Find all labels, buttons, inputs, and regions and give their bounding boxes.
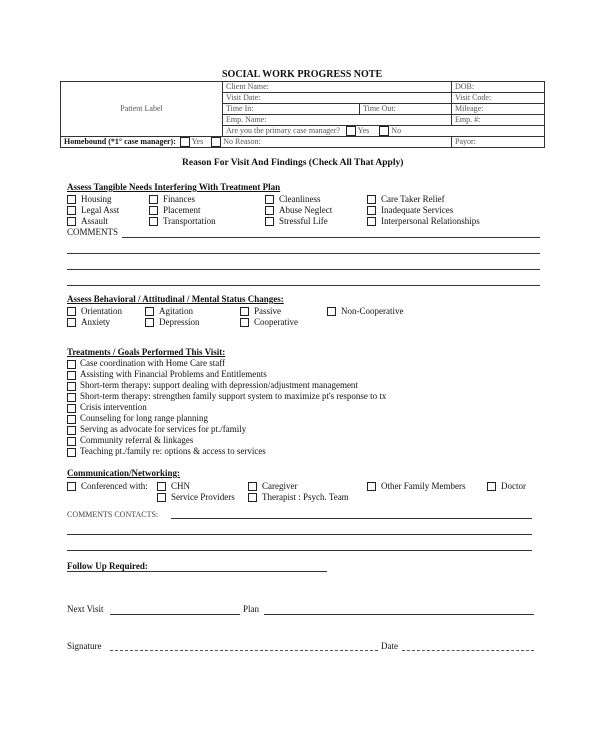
legal-asst-checkbox[interactable]: [67, 206, 76, 215]
orientation-checkbox[interactable]: [67, 307, 76, 316]
conferenced-label: Conferenced with:: [81, 481, 148, 491]
treatment-label-3: Short-term therapy: support dealing with depression/adjustment management: [80, 380, 358, 390]
non-cooperative-label: Non-Cooperative: [341, 306, 404, 316]
comments-line-2[interactable]: [67, 253, 540, 254]
agitation-checkbox[interactable]: [145, 307, 154, 316]
inadequate-services-label: Inadequate Services: [381, 205, 454, 215]
housing-label: Housing: [81, 194, 112, 204]
chn-checkbox[interactable]: [157, 482, 166, 491]
tangible-comments-label: COMMENTS: [67, 227, 119, 237]
mileage-field[interactable]: Mileage:: [452, 104, 545, 115]
stressful-life-checkbox[interactable]: [265, 217, 274, 226]
comments-line-1[interactable]: [122, 237, 540, 238]
passive-checkbox[interactable]: [240, 307, 249, 316]
next-visit-label: Next Visit: [67, 604, 104, 614]
primary-yes-label: Yes: [357, 126, 370, 135]
caregiver-checkbox[interactable]: [248, 482, 257, 491]
emp-name-field[interactable]: Emp. Name:: [223, 115, 452, 126]
plan-line[interactable]: [264, 614, 534, 615]
homebound-label: Homebound (*1° case manager):: [64, 137, 176, 147]
abuse-neglect-label: Abuse Neglect: [279, 205, 333, 215]
treatment-label-4: Short-term therapy: strengthen family support system to maximize pt's response to tx: [80, 391, 387, 401]
treatment-checkbox-6[interactable]: [67, 415, 76, 424]
signature-label: Signature: [67, 641, 102, 651]
depression-label: Depression: [159, 317, 200, 327]
cooperative-checkbox[interactable]: [240, 318, 249, 327]
doctor-checkbox[interactable]: [487, 482, 496, 491]
primary-case-manager-row: [223, 126, 545, 137]
homebound-yes-label: Yes: [191, 137, 204, 147]
treatment-checkbox-2[interactable]: [67, 371, 76, 380]
primary-question: Are you the primary case manager?: [226, 126, 340, 135]
page-title: SOCIAL WORK PROGRESS NOTE: [222, 69, 383, 80]
time-out-field[interactable]: Time Out:: [360, 104, 452, 115]
signature-line[interactable]: [110, 650, 378, 651]
cooperative-label: Cooperative: [254, 317, 298, 327]
section-subtitle: Reason For Visit And Findings (Check All That Apply): [182, 158, 404, 168]
assault-label: Assault: [81, 216, 108, 226]
chn-label: CHN: [171, 481, 191, 491]
passive-label: Passive: [254, 306, 281, 316]
service-providers-label: Service Providers: [171, 492, 235, 502]
treatments-heading: Treatments / Goals Performed This Visit:: [67, 347, 226, 357]
placement-checkbox[interactable]: [149, 206, 158, 215]
therapist-checkbox[interactable]: [248, 493, 257, 502]
transportation-label: Transportation: [163, 216, 216, 226]
comments-line-3[interactable]: [67, 269, 540, 270]
treatment-label-7: Serving as advocate for services for pt./family: [80, 424, 247, 434]
followup-underline: [67, 571, 327, 572]
conferenced-checkbox[interactable]: [67, 482, 76, 491]
treatment-label-2: Assisting with Financial Problems and Entitlements: [80, 369, 267, 379]
treatment-checkbox-3[interactable]: [67, 382, 76, 391]
cleanliness-checkbox[interactable]: [265, 195, 274, 204]
primary-yes-checkbox[interactable]: [346, 126, 356, 136]
contacts-line-3[interactable]: [67, 550, 532, 551]
legal-asst-label: Legal Asst: [81, 205, 120, 215]
interpersonal-relationships-label: Interpersonal Relationships: [381, 216, 480, 226]
contacts-line-2[interactable]: [67, 534, 532, 535]
treatment-label-6: Counseling for long range planning: [80, 413, 208, 423]
dob-field[interactable]: DOB:: [452, 82, 545, 93]
behavioral-heading: Assess Behavioral / Attitudinal / Mental Status Changes:: [67, 294, 284, 304]
client-name-field[interactable]: Client Name:: [223, 82, 452, 93]
contacts-line-1[interactable]: [171, 518, 532, 519]
other-family-label: Other Family Members: [381, 481, 466, 491]
housing-checkbox[interactable]: [67, 195, 76, 204]
primary-no-checkbox[interactable]: [379, 126, 389, 136]
finances-label: Finances: [163, 194, 195, 204]
homebound-yes-checkbox[interactable]: [180, 137, 190, 147]
treatment-checkbox-4[interactable]: [67, 393, 76, 402]
orientation-label: Orientation: [81, 306, 122, 316]
treatment-label-1: Case coordination with Home Care staff: [80, 358, 226, 368]
tangible-heading: Assess Tangible Needs Interfering With Treatment Plan: [67, 182, 281, 192]
abuse-neglect-checkbox[interactable]: [265, 206, 274, 215]
interpersonal-relationships-checkbox[interactable]: [367, 217, 376, 226]
anxiety-label: Anxiety: [81, 317, 110, 327]
therapist-label: Therapist : Psych. Team: [262, 492, 349, 502]
doctor-label: Doctor: [501, 481, 526, 491]
emp-no-field[interactable]: Emp. #:: [452, 115, 545, 126]
next-visit-line[interactable]: [110, 614, 240, 615]
treatment-label-5: Crisis intervention: [80, 402, 147, 412]
care-taker-relief-checkbox[interactable]: [367, 195, 376, 204]
no-reason-label: No Reason:: [223, 137, 261, 147]
comments-line-4[interactable]: [67, 285, 540, 286]
other-family-checkbox[interactable]: [367, 482, 376, 491]
date-label: Date: [381, 641, 398, 651]
service-providers-checkbox[interactable]: [157, 493, 166, 502]
placement-label: Placement: [163, 205, 201, 215]
treatment-checkbox-1[interactable]: [67, 360, 76, 369]
finances-checkbox[interactable]: [149, 195, 158, 204]
primary-no-label: No: [391, 126, 402, 135]
assault-checkbox[interactable]: [67, 217, 76, 226]
treatment-label-8: Community referral & linkages: [80, 435, 194, 445]
homebound-row: [61, 137, 452, 148]
patient-label-cell: [61, 82, 223, 137]
caregiver-label: Caregiver: [262, 481, 298, 491]
plan-label: Plan: [243, 604, 260, 614]
care-taker-relief-label: Care Taker Relief: [381, 194, 445, 204]
transportation-checkbox[interactable]: [149, 217, 158, 226]
depression-checkbox[interactable]: [145, 318, 154, 327]
communication-heading: Communication/Networking:: [67, 468, 180, 478]
non-cooperative-checkbox[interactable]: [327, 307, 336, 316]
stressful-life-label: Stressful Life: [279, 216, 328, 226]
anxiety-checkbox[interactable]: [67, 318, 76, 327]
patient-label: Patient Label: [120, 104, 163, 114]
homebound-no-checkbox[interactable]: [211, 137, 221, 147]
cleanliness-label: Cleanliness: [279, 194, 321, 204]
treatment-label-9: Teaching pt./family re: options & access to services: [80, 446, 266, 456]
treatment-checkbox-8[interactable]: [67, 437, 76, 446]
visit-date-field[interactable]: Visit Date:: [223, 93, 452, 104]
header-table: [60, 81, 545, 148]
time-in-field[interactable]: Time In:: [223, 104, 360, 115]
comments-contacts-label: COMMENTS CONTACTS:: [67, 510, 159, 519]
date-line[interactable]: [402, 650, 534, 651]
agitation-label: Agitation: [159, 306, 193, 316]
treatment-checkbox-7[interactable]: [67, 426, 76, 435]
payor-field[interactable]: Payor:: [452, 137, 545, 148]
inadequate-services-checkbox[interactable]: [367, 206, 376, 215]
visit-code-field[interactable]: Visit Code:: [452, 93, 545, 104]
treatment-checkbox-5[interactable]: [67, 404, 76, 413]
treatment-checkbox-9[interactable]: [67, 448, 76, 457]
followup-heading: Follow Up Required:: [67, 561, 148, 571]
